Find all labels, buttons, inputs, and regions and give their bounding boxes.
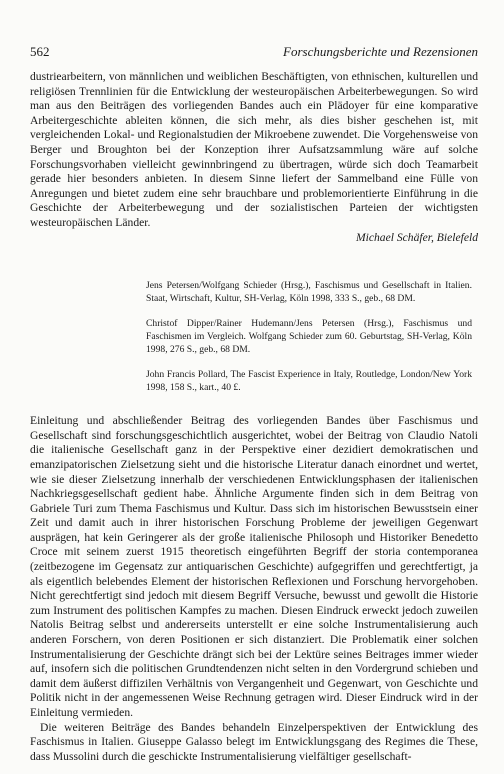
page-number: 562: [30, 44, 50, 59]
previous-review-text: dustriearbeitern, von männlichen und weiblichen Beschäftigten, von ethnischen, kulturellen und religiösen Trennlinien für die Entwicklung der westeuropäischen Arbeiterbewegungen. So wird man aus den Beiträgen des vorliegenden Bandes auch ein Plädoyer für eine komparative Arbeitergeschichte ableiten können, die sich mehr, als dies bisher geschehen ist, mit vergleichenden Lokal- und Regionalstudien der Mikroebene zuwendet. Die Vorgehensweise von Berger und Broughton bei der Konzeption ihrer Aufsatzsammlung wäre auf solche Forschungsvorhaben vielleicht gewinnbringend zu übertragen, würde sich doch Teamarbeit gerade hier besonders anbieten. In diesem Sinne liefert der Sammelband eine Fülle von Anregungen und bietet zudem eine sehr brauchbare und problemorientierte Einführung in die Geschichte der Arbeiterbewegung und der sozialistischen Parteien der wichtigsten westeuropäischen Länder.: [30, 70, 478, 229]
running-head: [30, 0, 478, 60]
reviewer-signature: Michael Schäfer, Bielefeld: [355, 230, 478, 244]
review-paragraph: Die weiteren Beiträge des Bandes behandeln Einzelperspektiven der Entwicklung des Faschismus in Italien. Giuseppe Galasso belegt im Entwicklungsgang des Regimes die These, dass Mussolini durch die geschickte Instrumentalisierung vielfältiger gesellschaft-: [30, 720, 478, 763]
journal-section-title: Forschungsberichte und Rezensionen: [283, 44, 478, 59]
reference-entry: Jens Petersen/Wolfgang Schieder (Hrsg.), Faschismus und Gesellschaft in Italien. Staat, Wirtschaft, Kultur, SH-Verlag, Köln 1998, 333 S., geb., 68 DM.: [146, 280, 472, 305]
reference-entry: Christof Dipper/Rainer Hudemann/Jens Petersen (Hrsg.), Faschismus und Faschismen im Vergleich. Wolfgang Schieder zum 60. Geburtstag, SH-Verlag, Köln 1998, 276 S., geb., 68 DM.: [146, 318, 472, 356]
bibliographic-references: [146, 279, 472, 394]
review-paragraph: Einleitung und abschließender Beitrag des vorliegenden Bandes über Faschismus und Gesellschaft sind forschungsgeschichtlich ausgerichtet, wobei der Beitrag von Claudio Natoli die italienische Gesellschaft ganz in der Perspektive einer dezidiert demokratischen und emanzipatorischen Zielsetzung sieht und die historische Literatur danach einordnet und wertet, wie sie dieser Zielsetzung innerhalb der verschiedenen Entwicklungsphasen der italienischen Nachkriegsgesellschaft gedient habe. Ähnliche Argumente finden sich in dem Beitrag von Gabriele Turi zum Thema Faschismus und Kultur. Dass sich im historischen Bewusstsein einer Zeit und damit auch in ihrer historischen Forschung Probleme der jeweiligen Gegenwart ausprägen, hat kein Geringerer als der große italienische Philosoph und Historiker Benedetto Croce mit seinem zuerst 1915 theoretisch eingeführten Begriff der storia contemporanea (zeitbezogene im Gegensatz zur antiquarischen Geschichte) aufgegriffen und gerechtfertigt, ja als eigentlich belebendes Element der historischen Reflexionen und Forschung hervorgehoben. Nicht gerechtfertigt sind jedoch mit diesem Begriff Versuche, bewusst und gewollt die Historie zum Instrument des politischen Kampfes zu machen. Diesen Eindruck erweckt jedoch zuweilen Natolis Beitrag selbst und andererseits unterstellt er eine solche Instrumentalisierung auch anderen Forschern, von deren Positionen er sich distanziert. Die Problematik einer solchen Instrumentalisierung der Geschichte drängt sich bei der Lektüre seines Beitrages immer wieder auf, insofern sich die politischen Grundtendenzen nicht selten in den Vordergrund schieben und damit dem äußerst diffizilen Verhältnis von Vergangenheit und Gegenwart, von Geschichte und Politik nicht in der angemessenen Weise Rechnung getragen wird. Dieser Eindruck wird in der Einleitung vermieden.: [30, 414, 478, 719]
review-body: [30, 414, 478, 764]
reference-entry: John Francis Pollard, The Fascist Experience in Italy, Routledge, London/New York 1998, 158 S., kart., 40 £.: [146, 369, 472, 394]
